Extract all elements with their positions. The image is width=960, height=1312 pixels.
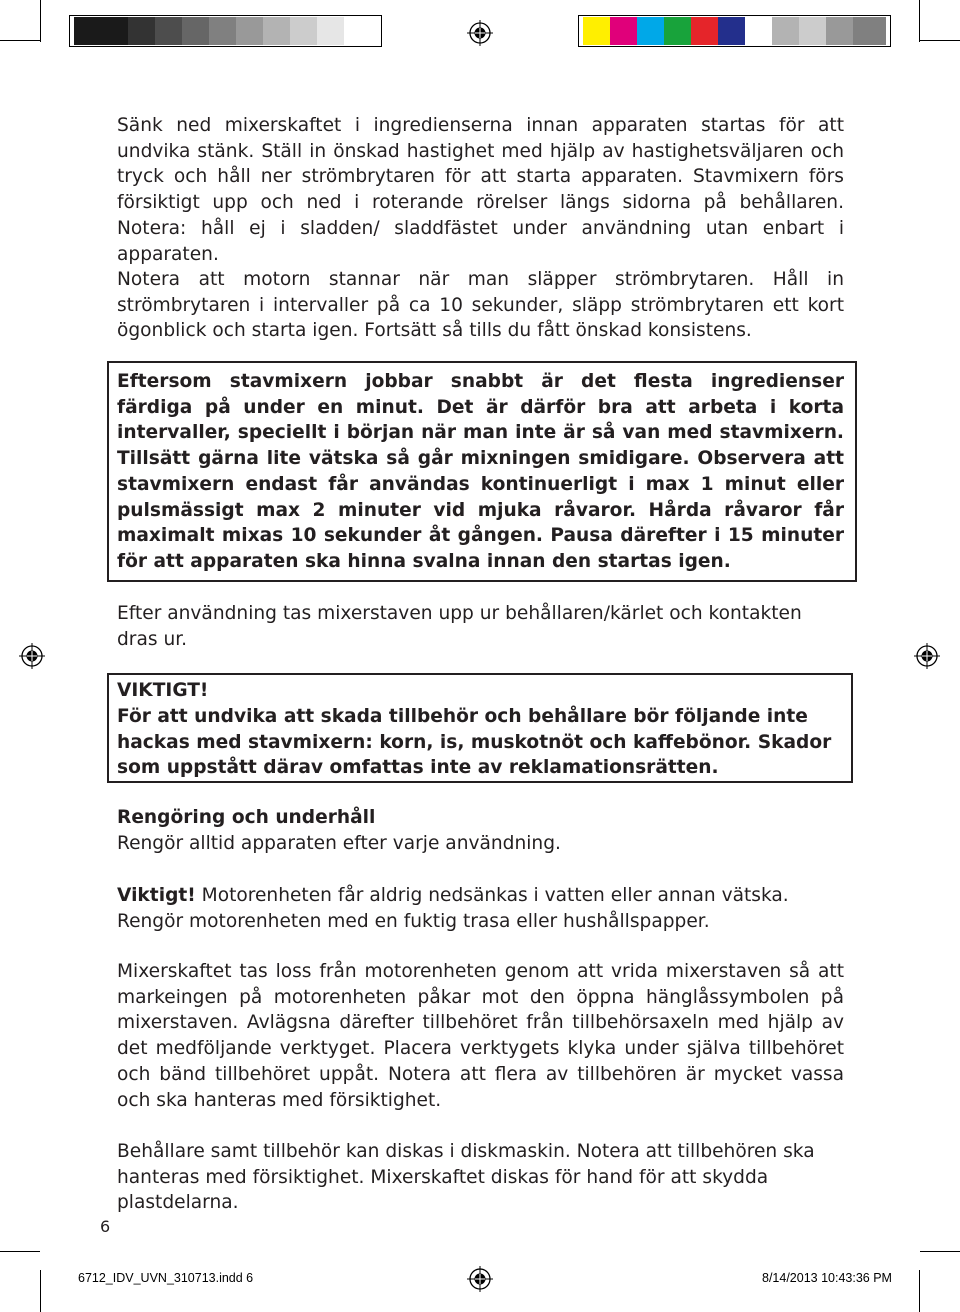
gray-swatch: [155, 17, 182, 45]
gray-swatch: [236, 17, 263, 45]
gray-swatch: [317, 17, 344, 45]
slug-filename: 6712_IDV_UVN_310713.indd 6: [78, 1271, 254, 1285]
white-swatch: [745, 17, 772, 45]
crop-mark: [40, 1270, 41, 1312]
important-label: Viktigt!: [117, 885, 196, 906]
gray-swatch: [101, 17, 128, 45]
crop-mark: [919, 1270, 920, 1312]
slug-timestamp: 8/14/2013 10:43:36 PM: [762, 1271, 892, 1285]
magenta-swatch: [610, 17, 637, 45]
gray-swatch: [344, 17, 377, 45]
crop-mark: [919, 0, 920, 42]
gray-swatch: [209, 17, 236, 45]
yellow-swatch: [583, 17, 610, 45]
paragraph-after-use: Efter användning tas mixerstaven upp ur behållaren/kärlet och kontakten dras ur.: [117, 603, 802, 650]
warning-title: VIKTIGT!: [117, 680, 209, 701]
gray-swatch: [853, 17, 886, 45]
registration-mark-icon: [19, 643, 45, 669]
red-swatch: [691, 17, 718, 45]
crop-mark: [40, 0, 41, 42]
registration-mark-icon: [467, 1266, 493, 1292]
gray-swatch: [799, 17, 826, 45]
crop-mark: [0, 40, 40, 41]
gray-swatch: [772, 17, 799, 45]
gray-swatch: [128, 17, 155, 45]
gray-swatch: [74, 17, 101, 45]
important-text: Motorenheten får aldrig nedsänkas i vatten eller annan vätska. Rengör motorenheten med en fuktig trasa eller hushållspapper.: [117, 885, 789, 932]
paragraph-important: [117, 883, 844, 934]
paragraph-motor-stop: Notera att motorn stannar när man släpper strömbrytaren. Håll in strömbrytaren i intervaller på ca 10 sekunder, släpp strömbrytaren ett kort ögonblick och starta igen. Fortsätt så tills du fått önskad konsistens.: [117, 269, 844, 342]
cleaning-heading: Rengöring och underhåll: [117, 807, 376, 828]
info-box-text: Eftersom stavmixern jobbar snabbt är det flesta ingredienser färdiga på under en minut. Det är därför bra att arbeta i korta intervaller, speciellt i början när man inte är så van med stavmixern. Tillsätt gärna lite vätska så går mixningen smidigare. Observera att stavmixern endast får användas kontinuerligt i max 1 minut eller pulsmässigt max 2 minuter vid mjuka råvaror. Hårda råvaror får maximalt mixas 10 sekunder åt gången. Pausa därefter i 15 minuter för att apparaten ska hinna svalna innan den startas igen.: [117, 371, 844, 572]
crop-mark: [920, 40, 960, 41]
registration-mark-icon: [914, 643, 940, 669]
gray-swatch: [263, 17, 290, 45]
crop-mark: [920, 1251, 960, 1252]
paragraph-usage: Sänk ned mixerskaftet i ingredienserna innan apparaten startas för att undvika stänk. Ställ in önskad hastighet med hjälp av hastighetsväljaren och tryck och håll ner strömbrytaren för att starta apparaten. Stavmixern förs försiktigt upp och ned i roterande rörelser längs sidorna på behållaren. Notera: håll ej i sladden/ sladdfästet under användning utan enbart i apparaten.: [117, 115, 844, 265]
paragraph-disassembly: Mixerskaftet tas loss från motorenheten genom att vrida mixerstaven så att markeingen på motorenheten påkar mot den öppna hänglåssymbolen på mixerstaven. Avlägsna därefter tillbehöret från tillbehörsaxeln med hjälp av det medföljande verktyget. Placera verktygets klyka under själva tillbehöret och bänd tillbehöret uppåt. Notera att flera av tillbehören är mycket vassa och ska hanteras med försiktighet.: [117, 961, 844, 1111]
cyan-swatch: [637, 17, 664, 45]
blue-swatch: [718, 17, 745, 45]
crop-mark: [0, 1251, 40, 1252]
page-number: 6: [100, 1217, 111, 1236]
cleaning-text: Rengör alltid apparaten efter varje användning.: [117, 833, 561, 854]
paragraph-dishwasher: Behållare samt tillbehör kan diskas i diskmaskin. Notera att tillbehören ska hanteras med försiktighet. Mixerskaftet diskas för hand för att skydda plastdelarna.: [117, 1141, 815, 1214]
gray-swatch: [290, 17, 317, 45]
green-swatch: [664, 17, 691, 45]
warning-text: För att undvika att skada tillbehör och behållare bör följande inte hackas med stavmixern: korn, is, muskotnöt och kaffebönor. Skador som uppstått därav omfattas inte av reklamationsrätten.: [117, 706, 832, 779]
registration-mark-icon: [467, 20, 493, 46]
gray-swatch: [826, 17, 853, 45]
gray-swatch: [182, 17, 209, 45]
